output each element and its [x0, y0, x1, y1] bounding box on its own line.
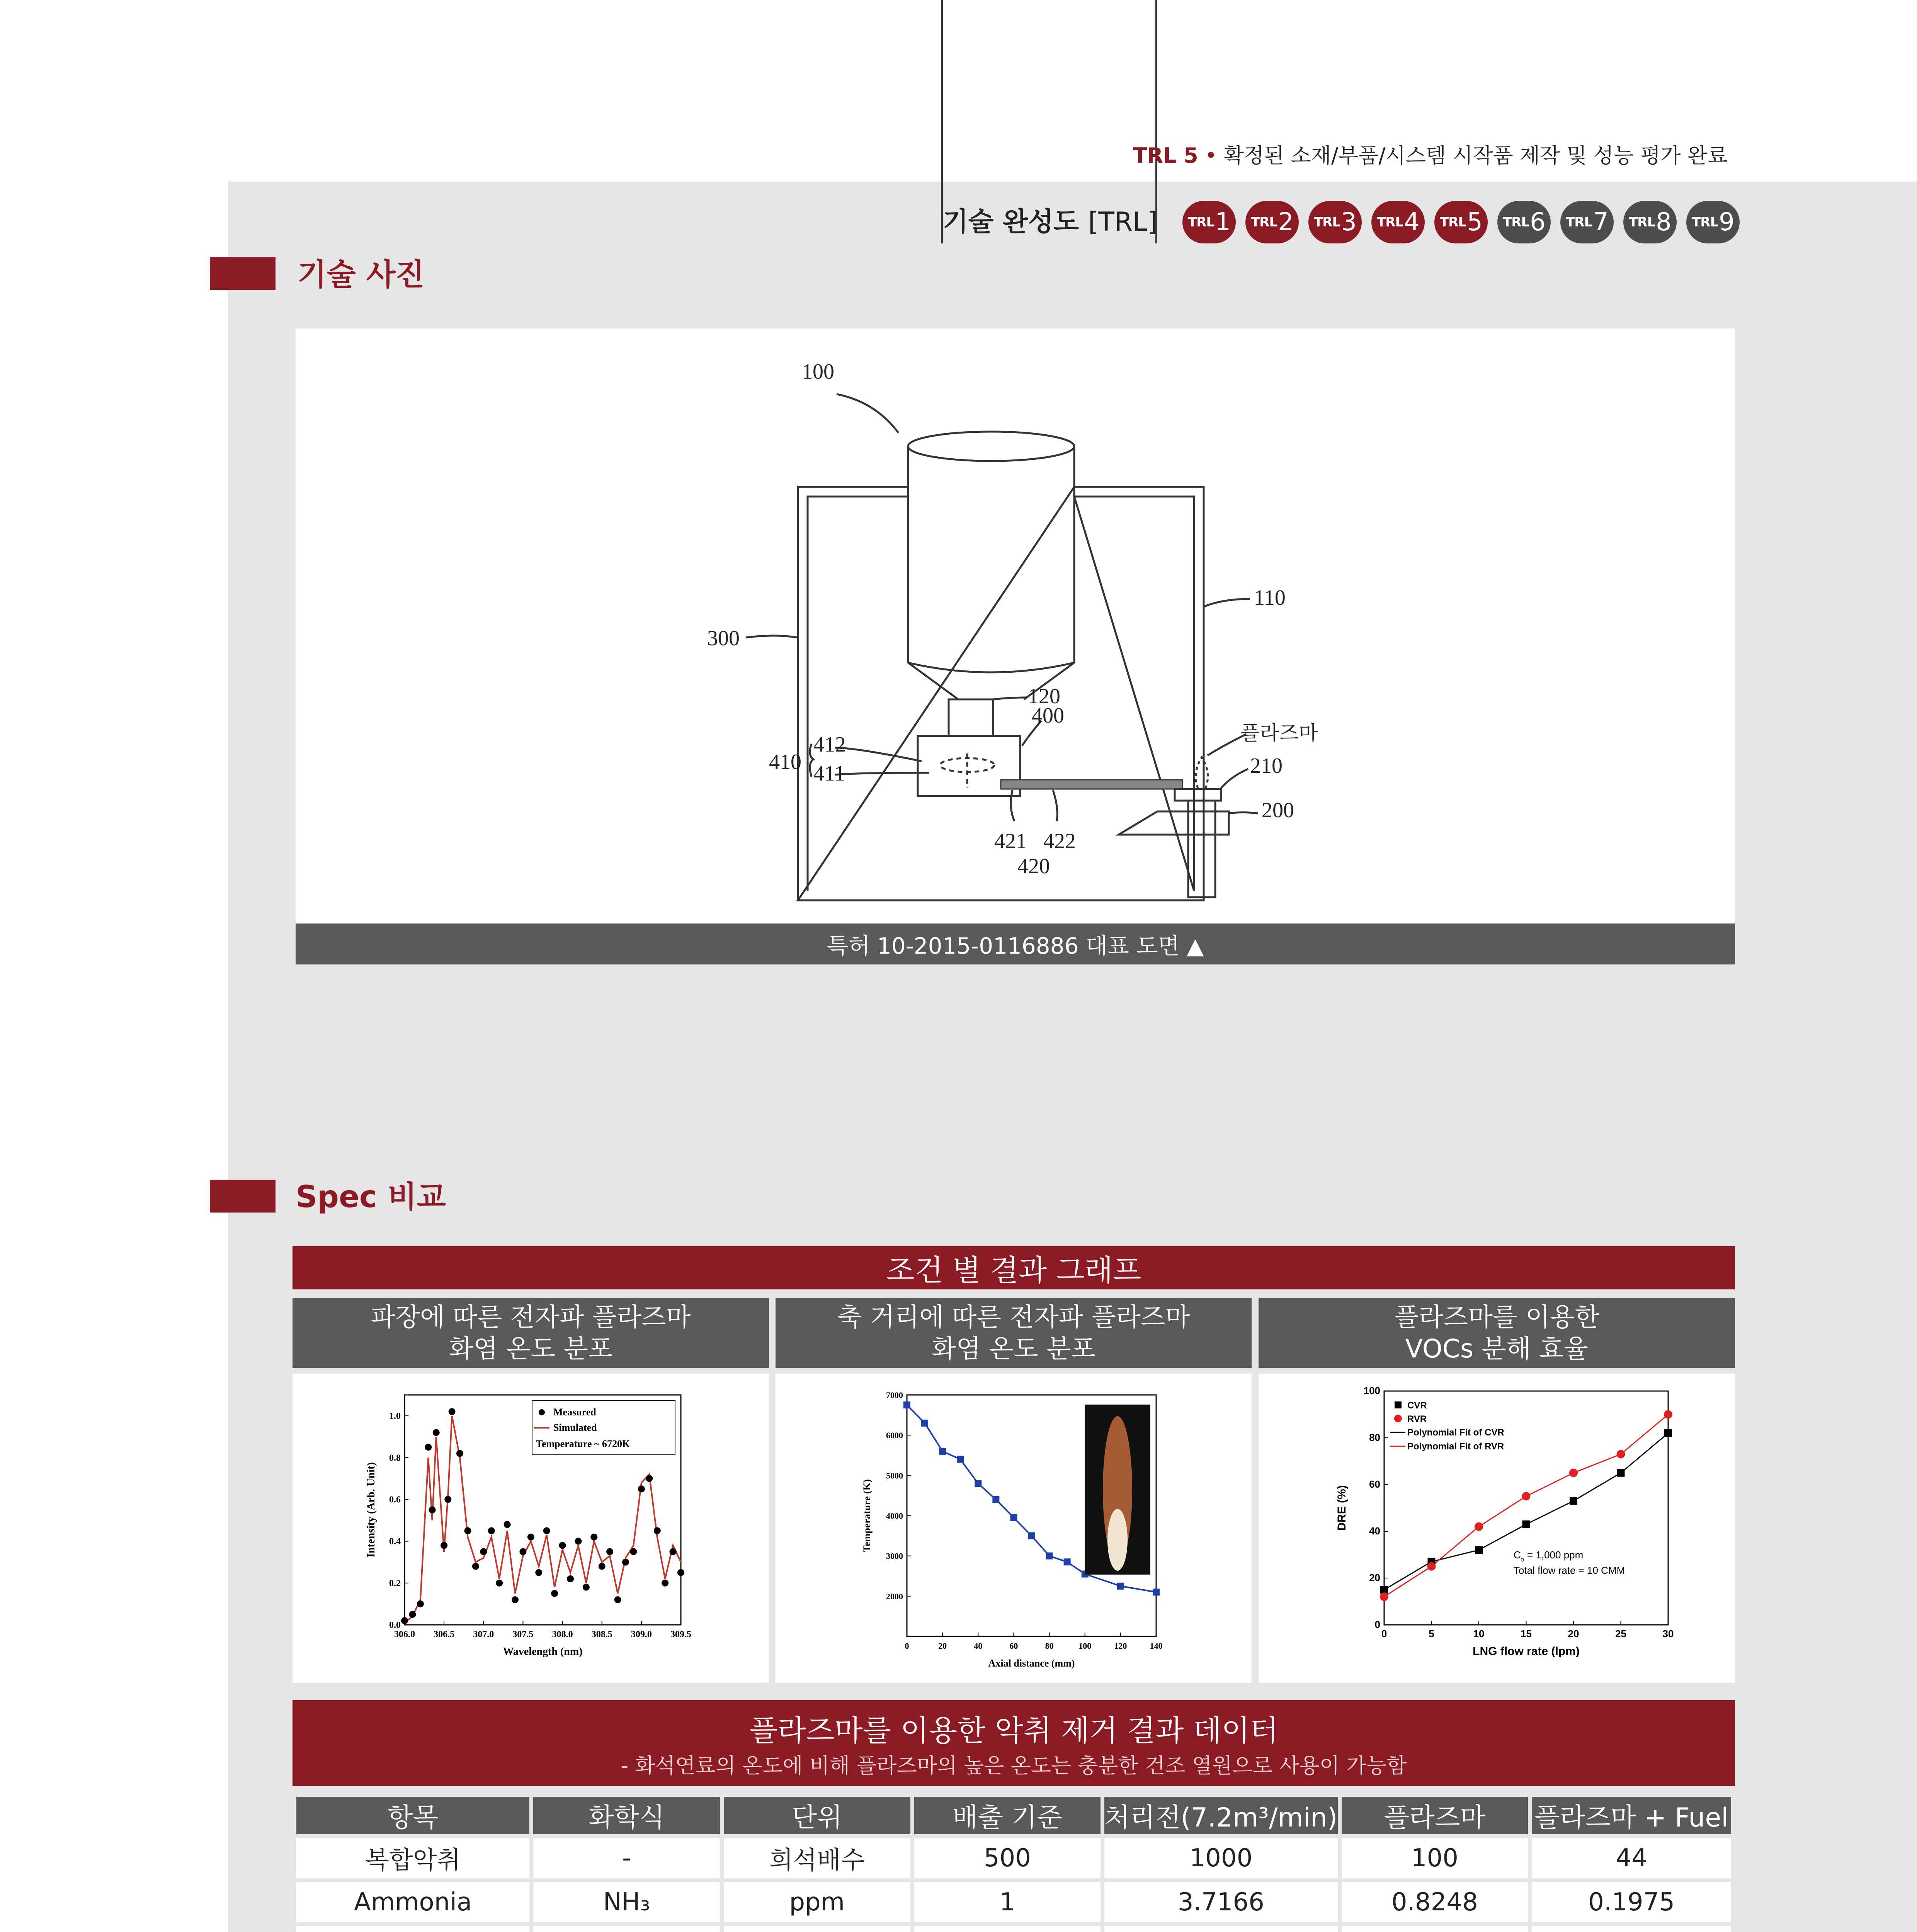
graph-title-3-line1: 플라즈마를 이용한	[1394, 1302, 1600, 1332]
trl-badge-3	[1308, 201, 1362, 243]
legend-fit-rvr: Polynomial Fit of RVR	[1407, 1441, 1504, 1452]
chart-spectrum-svg	[293, 1374, 769, 1683]
y-tick-label: 0.6	[389, 1495, 401, 1505]
label-420: 420	[1017, 854, 1050, 878]
y-tick-label: 0	[1374, 1619, 1380, 1630]
label-120: 120	[1028, 684, 1060, 708]
trl-badge-4	[1371, 201, 1425, 243]
temperature-point	[903, 1401, 910, 1408]
section-title-photo: 기술 사진	[298, 257, 425, 292]
table-cell	[914, 1926, 1101, 1932]
temperature-point	[1064, 1558, 1071, 1565]
conveyor	[1001, 780, 1182, 789]
temperature-point	[1028, 1532, 1035, 1539]
table-cell	[724, 1926, 910, 1932]
x-axis-label: Wavelength (nm)	[503, 1646, 583, 1658]
column-header-plasma-fuel: 플라즈마 + Fuel	[1532, 1797, 1731, 1834]
y-tick-label: 40	[1369, 1525, 1380, 1537]
table-cell	[296, 1926, 529, 1932]
trl-badge-number: 7	[1593, 208, 1608, 236]
x-tick-label: 60	[1009, 1641, 1018, 1651]
graph-title-1	[293, 1298, 769, 1368]
x-tick-label: 0	[1381, 1628, 1387, 1639]
y-tick-label: 7000	[886, 1390, 903, 1400]
y-tick-label: 20	[1369, 1572, 1380, 1583]
table-header-bar	[293, 1700, 1735, 1786]
trl-badge-prefix: TRL	[1251, 214, 1277, 230]
plot-frame	[1384, 1391, 1668, 1625]
results-table	[293, 1793, 1735, 1932]
trl-description-text: 확정된 소재/부품/시스템 시작품 제작 및 성능 평가 완료	[1223, 143, 1728, 168]
label-210: 210	[1250, 754, 1283, 778]
measured-point	[456, 1450, 463, 1457]
section-marker	[210, 1180, 276, 1213]
section-title-spec: Spec 비교	[296, 1180, 446, 1214]
measured-point	[622, 1559, 629, 1566]
trl-badge-number: 2	[1278, 208, 1293, 236]
label-422: 422	[1043, 829, 1076, 853]
trl-badge-prefix: TRL	[1503, 214, 1529, 230]
y-tick-label: 5000	[886, 1471, 903, 1481]
measured-point	[590, 1534, 597, 1541]
table-cell: 복합악취	[296, 1838, 529, 1878]
table-cell: -	[533, 1838, 720, 1878]
x-tick-label: 100	[1078, 1641, 1092, 1651]
column-header-plasma: 플라즈마	[1342, 1797, 1528, 1834]
measured-point	[543, 1527, 550, 1534]
label-110: 110	[1254, 586, 1286, 610]
measured-point	[638, 1485, 645, 1492]
y-tick-label: 3000	[886, 1551, 903, 1561]
patent-caption: 특허 10-2015-0116886 대표 도면 ▲	[296, 923, 1735, 964]
trl-level: TRL 5	[1133, 143, 1198, 168]
legend-measured-marker	[539, 1409, 545, 1415]
table-title: 플라즈마를 이용한 악취 제거 결과 데이터	[749, 1713, 1278, 1748]
x-tick-label: 306.5	[434, 1629, 455, 1639]
x-tick-label: 307.5	[512, 1629, 534, 1639]
rvr-point	[1380, 1592, 1388, 1601]
temperature-point	[1153, 1588, 1160, 1595]
graph-title-1-line2: 화염 온도 분포	[449, 1334, 613, 1364]
y-tick-label: 80	[1369, 1432, 1380, 1443]
graph-title-2	[776, 1298, 1252, 1368]
measured-point	[567, 1575, 574, 1582]
rvr-point	[1664, 1410, 1672, 1419]
table-cell: 500	[914, 1838, 1101, 1878]
patent-figure	[296, 328, 1735, 923]
hopper-top	[908, 432, 1074, 461]
trl-badge-prefix: TRL	[1629, 214, 1655, 230]
trl-badge-7	[1560, 201, 1614, 243]
measured-point	[433, 1429, 440, 1436]
cvr-point	[1617, 1469, 1625, 1477]
patent-diagram	[296, 328, 1735, 923]
label-411: 411	[813, 762, 845, 786]
legend-rvr: RVR	[1407, 1414, 1427, 1424]
plasma-flame	[1196, 757, 1208, 788]
x-tick-label: 20	[1568, 1628, 1579, 1639]
x-tick-label: 309.5	[670, 1629, 691, 1639]
table-cell: 0.8248	[1342, 1882, 1528, 1922]
legend-cvr-marker	[1395, 1401, 1402, 1408]
x-tick-label: 40	[974, 1641, 983, 1651]
y-tick-label: 1.0	[389, 1411, 401, 1422]
flame-core	[1107, 1509, 1128, 1571]
y-tick-label: 6000	[886, 1430, 903, 1440]
measured-point	[444, 1496, 451, 1503]
label-plasma: 플라즈마	[1240, 722, 1318, 745]
trl-badge-prefix: TRL	[1188, 214, 1214, 230]
trl-badge-2	[1245, 201, 1299, 243]
temperature-point	[1046, 1553, 1053, 1560]
measured-point	[654, 1527, 661, 1534]
measured-point	[480, 1548, 487, 1555]
chart-spectrum	[293, 1374, 769, 1683]
measured-point	[449, 1408, 456, 1415]
cvr-point	[1522, 1520, 1530, 1528]
table-cell: 44	[1532, 1838, 1731, 1878]
column-header-unit: 단위	[724, 1797, 910, 1834]
x-tick-label: 140	[1150, 1641, 1163, 1651]
x-tick-label: 120	[1114, 1641, 1127, 1651]
legend-fit-cvr: Polynomial Fit of CVR	[1407, 1427, 1504, 1438]
measured-point	[519, 1548, 526, 1555]
trl-label-text: 기술 완성도	[943, 207, 1079, 237]
column-header-formula: 화학식	[533, 1797, 720, 1834]
measured-point	[662, 1580, 668, 1587]
annotation-flow: Total flow rate = 10 CMM	[1514, 1565, 1625, 1576]
measured-point	[677, 1569, 684, 1576]
table-cell: 1000	[1104, 1838, 1337, 1878]
cvr-point	[1475, 1546, 1483, 1554]
trl-badge-prefix: TRL	[1440, 214, 1466, 230]
table-cell	[1342, 1926, 1528, 1932]
table-cell: Ammonia	[296, 1882, 529, 1922]
x-tick-label: 20	[938, 1641, 947, 1651]
graph-title-1-line1: 파장에 따른 전자파 플라즈마	[371, 1302, 691, 1332]
cvr-point	[1664, 1429, 1672, 1437]
chart-dre-svg	[1259, 1374, 1735, 1683]
chart-dre	[1259, 1374, 1735, 1683]
x-tick-label: 308.0	[552, 1629, 573, 1639]
trl-badge-5	[1434, 201, 1488, 243]
column-header-item: 항목	[296, 1797, 529, 1834]
y-tick-label: 0.0	[389, 1620, 401, 1630]
measured-point	[401, 1617, 408, 1624]
graphs-header: 조건 별 결과 그래프	[293, 1246, 1735, 1289]
trl-label-bracket: [TRL]	[1088, 207, 1158, 237]
measured-point	[606, 1548, 613, 1555]
y-axis-label: Intensity (Arb. Unit)	[365, 1462, 377, 1558]
measured-point	[551, 1590, 558, 1597]
trl-badge-prefix: TRL	[1566, 214, 1592, 230]
bullet-icon: •	[1204, 143, 1217, 168]
temperature-point	[992, 1496, 999, 1503]
measured-point	[614, 1596, 621, 1603]
measured-point	[409, 1611, 416, 1618]
graph-title-2-line1: 축 거리에 따른 전자파 플라즈마	[837, 1302, 1190, 1332]
trl-badge-number: 9	[1719, 208, 1734, 236]
x-axis-label: Axial distance (mm)	[988, 1658, 1075, 1669]
measured-point	[512, 1596, 519, 1603]
annotation-concentration: = 1,000 ppm	[1527, 1549, 1584, 1561]
cvr-point	[1570, 1497, 1577, 1505]
y-tick-label: 0.4	[389, 1536, 401, 1547]
y-tick-label: 100	[1363, 1385, 1380, 1396]
measured-point	[417, 1600, 424, 1607]
measured-point	[559, 1542, 566, 1549]
legend-simulated: Simulated	[553, 1422, 597, 1433]
graph-title-2-line2: 화염 온도 분포	[931, 1334, 1096, 1364]
table-cell	[1104, 1926, 1337, 1932]
x-tick-label: 25	[1615, 1628, 1626, 1639]
trl-badge-number: 1	[1215, 208, 1230, 236]
chart-temperature-svg	[776, 1374, 1252, 1683]
measured-point	[670, 1548, 677, 1555]
table-row	[296, 1882, 1731, 1922]
table-header-row	[296, 1797, 1731, 1834]
trl-badge-9	[1686, 201, 1740, 243]
trl-label	[943, 201, 1158, 238]
label-410: 410	[769, 750, 801, 774]
y-tick-label: 0.8	[389, 1453, 401, 1463]
table-cell: 100	[1342, 1838, 1528, 1878]
x-tick-label: 10	[1473, 1628, 1485, 1639]
x-axis-label: LNG flow rate (lpm)	[1473, 1645, 1580, 1658]
cvr-point	[1380, 1586, 1388, 1594]
table-row	[296, 1926, 1731, 1932]
legend-rvr-marker	[1394, 1415, 1402, 1422]
label-200: 200	[1262, 798, 1294, 822]
table-cell: 1	[914, 1882, 1101, 1922]
y-axis-label: DRE (%)	[1335, 1485, 1348, 1531]
measured-point	[535, 1569, 542, 1576]
legend-measured: Measured	[553, 1406, 596, 1418]
temperature-point	[939, 1448, 946, 1455]
label-421: 421	[994, 829, 1027, 853]
table-row	[296, 1838, 1731, 1878]
table-cell: 0.1975	[1532, 1882, 1731, 1922]
trl-badge-number: 8	[1656, 208, 1671, 236]
y-tick-label: 4000	[886, 1511, 903, 1521]
x-tick-label: 5	[1429, 1628, 1434, 1639]
trl-badge-prefix: TRL	[1377, 214, 1403, 230]
table-cell	[533, 1926, 720, 1932]
x-tick-label: 0	[905, 1641, 909, 1651]
temperature-point	[975, 1480, 981, 1487]
trl-description	[1133, 139, 1728, 169]
measured-point	[504, 1521, 511, 1528]
trl-badge-1	[1182, 201, 1236, 243]
graph-title-3-line2: VOCs 분해 효율	[1405, 1334, 1589, 1364]
table-cell: 희석배수	[724, 1838, 910, 1878]
label-100: 100	[802, 360, 834, 384]
rvr-point	[1617, 1450, 1625, 1458]
measured-point	[429, 1507, 436, 1514]
temperature-point	[957, 1456, 964, 1463]
y-axis-label: Temperature (K)	[861, 1479, 873, 1552]
table-subtitle: - 화석연료의 온도에 비해 플라즈마의 높은 온도는 충분한 건조 열원으로 사용이 가능함	[621, 1753, 1407, 1778]
column-header-emission-standard: 배출 기준	[914, 1797, 1101, 1834]
measured-point	[575, 1538, 582, 1545]
measured-point	[630, 1548, 637, 1555]
measured-point	[488, 1527, 495, 1534]
temperature-point	[1010, 1514, 1017, 1521]
legend-temperature: Temperature ~ 6720K	[536, 1438, 630, 1449]
trl-badge-row	[1182, 201, 1740, 243]
measured-point	[441, 1542, 447, 1549]
legend-cvr: CVR	[1407, 1400, 1427, 1411]
graph-title-3	[1259, 1298, 1735, 1368]
y-tick-label: 2000	[886, 1591, 903, 1601]
trl-badge-number: 6	[1530, 208, 1545, 236]
trl-badge-number: 3	[1341, 208, 1356, 236]
label-412: 412	[813, 733, 846, 757]
table-cell: ppm	[724, 1882, 910, 1922]
x-tick-label: 80	[1045, 1641, 1054, 1651]
chart-temperature	[776, 1374, 1252, 1683]
table-cell	[1532, 1926, 1731, 1932]
label-300: 300	[707, 626, 740, 650]
measured-point	[472, 1563, 479, 1570]
section-marker	[210, 257, 276, 290]
x-tick-label: 30	[1662, 1628, 1674, 1639]
annotation-o: o	[1521, 1556, 1524, 1563]
measured-point	[527, 1534, 534, 1541]
measured-point	[599, 1563, 606, 1570]
x-tick-label: 309.0	[631, 1629, 652, 1639]
trl-badge-number: 4	[1404, 208, 1419, 236]
y-tick-label: 60	[1369, 1478, 1380, 1490]
table-cell: NH₃	[533, 1882, 720, 1922]
measured-point	[464, 1527, 471, 1534]
rvr-point	[1522, 1492, 1531, 1500]
trl-badge-6	[1497, 201, 1551, 243]
temperature-point	[921, 1420, 928, 1427]
trl-badge-number: 5	[1467, 208, 1482, 236]
trl-badge-prefix: TRL	[1692, 214, 1718, 230]
trl-badge-prefix: TRL	[1314, 214, 1340, 230]
measured-point	[583, 1584, 590, 1591]
rvr-point	[1569, 1469, 1578, 1477]
label-400: 400	[1032, 704, 1064, 728]
rvr-point	[1475, 1522, 1483, 1531]
column-header-before-treatment: 처리전(7.2m³/min)	[1104, 1797, 1337, 1834]
measured-point	[425, 1444, 432, 1451]
annotation-c: C	[1514, 1549, 1521, 1561]
x-tick-label: 308.5	[591, 1629, 612, 1639]
temperature-point	[1117, 1583, 1124, 1590]
measured-point	[646, 1475, 653, 1482]
x-tick-label: 306.0	[394, 1629, 415, 1639]
x-tick-label: 307.0	[473, 1629, 494, 1639]
y-tick-label: 0.2	[389, 1578, 401, 1588]
trl-badge-8	[1623, 201, 1677, 243]
rvr-point	[1427, 1562, 1436, 1571]
measured-point	[496, 1580, 503, 1587]
table-cell: 3.7166	[1104, 1882, 1337, 1922]
x-tick-label: 15	[1521, 1628, 1532, 1639]
